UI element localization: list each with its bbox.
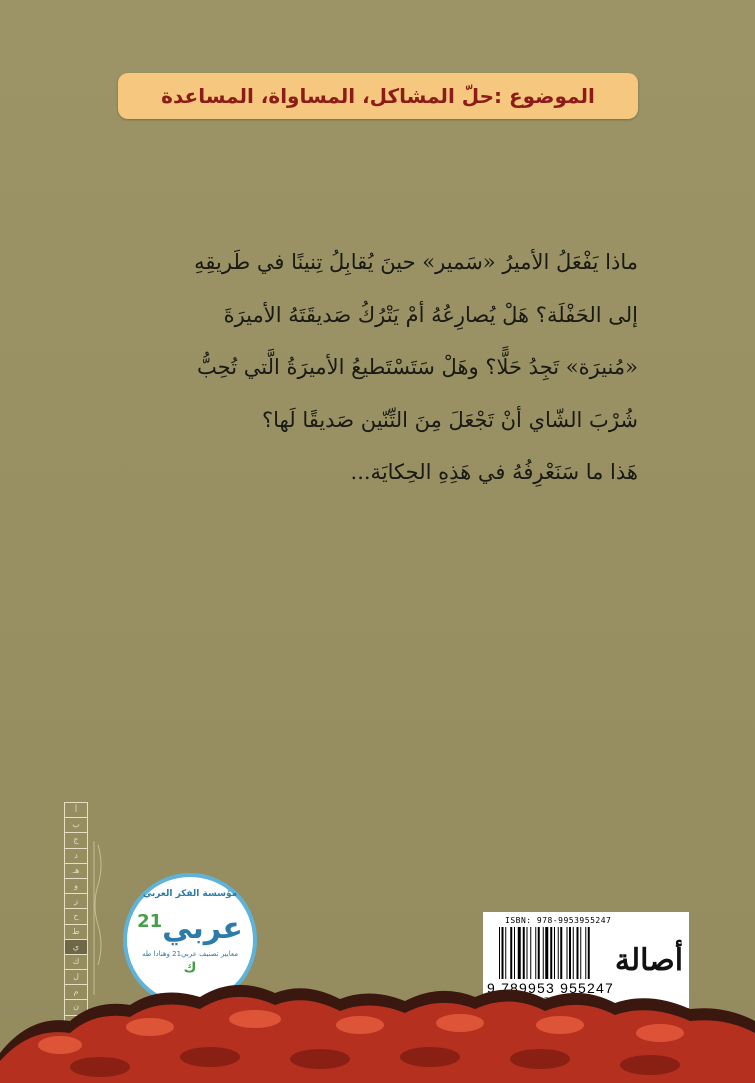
isbn-label: ISBN: 978-9953955247 [505,916,612,925]
reading-level-row: ي [65,940,87,955]
reading-level-row: ط [65,925,87,940]
reading-level-row: ح [65,909,87,924]
barcode-digits: 9 789953 955247 [487,980,614,996]
logo-text: عربي [162,910,243,946]
reading-level-row: ج [65,833,87,848]
topic-banner [118,73,638,119]
reading-level-row: ب [65,818,87,833]
badge-ring-text: مؤسسة الفكر العربي [142,889,238,899]
reading-level-row: ل [65,970,87,985]
barcode-icon [499,927,613,979]
reading-level-row: و [65,879,87,894]
publisher-logo-text: أصالة [614,942,684,978]
reading-level-row: د [65,849,87,864]
reading-level-row: ز [65,894,87,909]
blurb-line: شُرْبَ الشّاي أنْ تَجْعَلَ مِنَ التِّنّين صَديقًا لَها؟ [262,407,638,432]
badge-level: ك [183,959,197,976]
reading-level-row: هـ [65,864,87,879]
badge-caption: معايير تصنيف عربي21 وهنادا طه [141,949,239,958]
logo-number: 21 [137,910,163,932]
dragon-illustration [0,975,755,1083]
reading-level-row: أ [65,803,87,818]
reading-level-row: ن [65,1000,87,1015]
blurb-line: «مُنيرَة» تَجِدُ حَلًّا؟ وهَلْ سَتَسْتَطيعُ الأميرَةُ الَّتي تُحِبُّ [197,355,638,379]
blurb-line: إلى الحَفْلَة؟ هَلْ يُصارِعُهُ أمْ يَتْرُكُ صَديقَتَهُ الأميرَةَ [223,302,638,327]
topic-text: الموضوع :حلّ المشاكل، المساواة، المساعدة [161,84,595,108]
reading-level-row: ك [65,955,87,970]
blurb-line: هَذا ما سَنَعْرِفُهُ في هَذِهِ الحِكايَة... [350,460,638,484]
arabi21-logo [137,911,243,946]
reading-level-row: م [65,985,87,1000]
blurb-text [118,236,638,499]
blurb-line: ماذا يَفْعَلُ الأميرُ «سَمير» حينَ يُقابِلُ تِنينًا في طَريقِهِ [194,250,638,274]
